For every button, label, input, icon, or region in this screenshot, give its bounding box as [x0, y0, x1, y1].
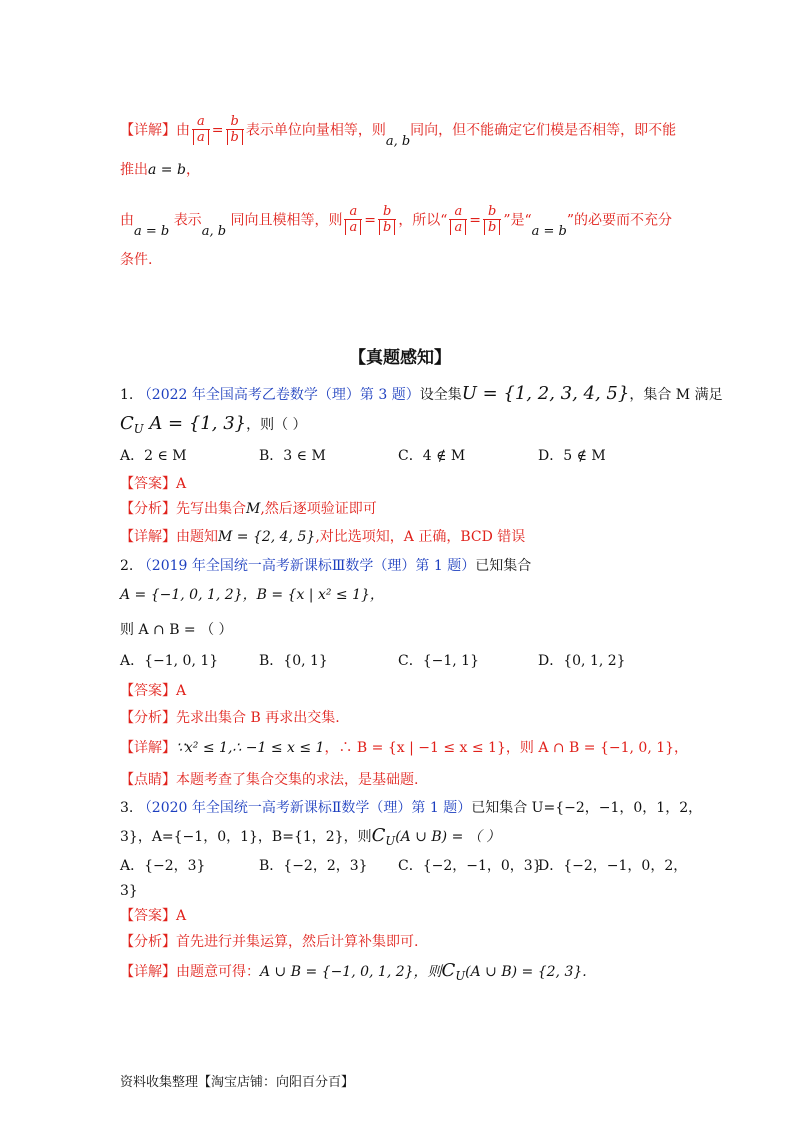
- text: 由: [120, 212, 134, 229]
- q1-stem-2: [120, 414, 307, 439]
- math-set-u: U = {1, 2, 3, 4, 5}: [461, 383, 630, 404]
- text: 表示单位向量相等，则: [245, 122, 386, 139]
- explain-line-4: [120, 250, 152, 270]
- comment-tag: 【点睛】: [120, 772, 176, 788]
- math-expr: ∵x² ≤ 1,∴ −1 ≤ x ≤ 1: [176, 740, 325, 756]
- explain-line-1: 【详解】由 $\frac{a}{a}$ = $\frac{b}{b}$ 表示单位向量相等，则a, b同向，但不能确定它们模是否相等，即不能: [120, 114, 677, 149]
- fraction: $\frac{a}{a}$: [192, 115, 210, 146]
- math-complement: C: [441, 960, 456, 981]
- math-sub: U: [133, 421, 144, 436]
- text: ，所以“: [398, 212, 448, 229]
- text: 先求出集合 B 再求出交集.: [176, 710, 340, 726]
- q1-analysis: [120, 499, 377, 519]
- text: ，则（ ）: [246, 417, 307, 433]
- detail-tag: 【详解】: [120, 122, 176, 139]
- math-eq: a = b: [148, 162, 186, 178]
- text: ”是“: [503, 212, 532, 229]
- answer-tag: 【答案】: [120, 908, 176, 924]
- q2-stem-2: A = {−1, 0, 1, 2}，B = {x | x² ≤ 1}，: [120, 587, 384, 603]
- fraction: $\frac{b}{b}$: [226, 115, 244, 146]
- text: 先写出集合: [176, 501, 246, 517]
- question-source: （2019 年全国统一高考新课标Ⅲ数学（理）第 1 题）: [137, 558, 476, 574]
- explain-line-2: [120, 160, 200, 180]
- answer-tag: 【答案】: [120, 683, 176, 699]
- text: 首先进行并集运算，然后计算补集即可.: [176, 934, 419, 950]
- math-expr: (A ∪ B) = {2, 3}.: [465, 964, 587, 980]
- fraction: $\frac{a}{a}$: [344, 205, 362, 236]
- text: 同向且模相等，则: [230, 212, 343, 229]
- fraction: $\frac{b}{b}$: [378, 205, 396, 236]
- fraction: $\frac{b}{b}$: [483, 205, 501, 236]
- section-title: 【真题感知】: [349, 348, 451, 368]
- text: ，∴ B = {x | −1 ≤ x ≤ 1}，则 A ∩ B = {−1, 0, 1}，: [324, 740, 689, 756]
- math-m: M: [246, 501, 261, 517]
- q2-option-d: D．{0, 1, 2}: [538, 653, 626, 669]
- q3-stem-2: [120, 826, 500, 851]
- math-eq: a = b: [531, 223, 567, 239]
- text: 本题考查了集合交集的求法，是基础题.: [176, 772, 419, 788]
- question-number: 2.: [120, 558, 134, 574]
- math-complement: C: [371, 825, 386, 846]
- answer-value: A: [176, 683, 187, 699]
- text: ”的必要而不充分: [566, 212, 673, 229]
- question-source: （2020 年全国统一高考新课标Ⅱ数学（理）第 1 题）: [137, 800, 472, 816]
- q2-option-a: A．{−1, 0, 1}: [120, 653, 219, 669]
- q2-stem: [120, 556, 531, 576]
- text: 3}，A={−1，0，1}，B={1，2}，则: [120, 829, 372, 845]
- q2-comment: [120, 770, 418, 790]
- q3-stem: [120, 798, 702, 818]
- text: 由题知: [176, 529, 218, 545]
- math-expr: (A ∪ B) = （ ）: [395, 829, 501, 845]
- q3-analysis: [120, 932, 418, 952]
- analysis-tag: 【分析】: [120, 501, 176, 517]
- math-sub: U: [455, 968, 466, 983]
- math-set: M = {2, 4, 5}: [218, 529, 316, 545]
- q1-stem: [120, 384, 723, 405]
- math-ab: a, b: [201, 223, 227, 239]
- q3-option-d: D．{−2，−1，0，2，: [538, 858, 688, 874]
- text: 推出: [120, 162, 148, 178]
- q3-option-d-wrap: 3}: [120, 883, 138, 899]
- q1-option-b: B．3 ∈ M: [259, 448, 326, 464]
- q3-answer: [120, 906, 186, 926]
- question-number: 3.: [120, 800, 134, 816]
- text: ，集合 M 满足: [629, 387, 723, 403]
- math-complement: C: [120, 413, 134, 434]
- q2-analysis: [120, 708, 340, 728]
- text: ，: [185, 162, 200, 178]
- answer-value: A: [176, 908, 187, 924]
- question-source: （2022 年全国高考乙卷数学（理）第 3 题）: [137, 387, 420, 403]
- text: 同向，但不能确定它们模是否相等，即不能: [410, 122, 677, 139]
- analysis-tag: 【分析】: [120, 934, 176, 950]
- question-number: 1.: [120, 387, 134, 403]
- text: 已知集合 U={−2，−1，0，1，2，: [471, 800, 703, 816]
- q1-option-c: C．4 ∉ M: [398, 448, 466, 464]
- q1-detail: [120, 527, 525, 547]
- explain-line-3: 由a = b 表示a, b 同向且模相等，则 $\frac{a}{a}$ = $\frac{b}{b}$ ，所以“ $\frac{a}{a}$ = $\frac{b}{b}$ ”是“a = b”的必要而不充分: [120, 204, 673, 239]
- q3-option-b: B．{−2，2，3}: [259, 858, 368, 874]
- text: 表示: [173, 212, 202, 229]
- answer-tag: 【答案】: [120, 476, 176, 492]
- q2-answer: [120, 681, 186, 701]
- text: 已知集合: [475, 558, 532, 574]
- math-sub: U: [385, 833, 396, 848]
- q2-detail: [120, 738, 688, 758]
- fraction: $\frac{a}{a}$: [449, 205, 467, 236]
- detail-tag: 【详解】: [120, 964, 176, 980]
- q1-option-d: D．5 ∉ M: [538, 448, 606, 464]
- text: ,对比选项知，A 正确，BCD 错误: [315, 529, 526, 545]
- q3-option-c: C．{−2，−1，0，3}: [398, 858, 542, 874]
- math-eq: a = b: [134, 223, 170, 239]
- text: 由: [176, 122, 190, 139]
- answer-value: A: [176, 476, 187, 492]
- math-expr: A = {1, 3}: [143, 413, 247, 434]
- math-expr: A ∪ B = {−1, 0, 1, 2}，则: [260, 964, 442, 980]
- q2-option-b: B．{0, 1}: [259, 653, 328, 669]
- text: 设全集: [419, 387, 462, 403]
- analysis-tag: 【分析】: [120, 710, 176, 726]
- q3-detail: [120, 961, 587, 986]
- text: 由题意可得：: [176, 964, 260, 980]
- q3-option-a: A．{−2，3}: [120, 858, 206, 874]
- text: 条件.: [120, 252, 153, 268]
- detail-tag: 【详解】: [120, 529, 176, 545]
- math-ab: a, b: [385, 133, 411, 149]
- q1-answer: [120, 474, 186, 494]
- q1-option-a: A．2 ∈ M: [120, 448, 187, 464]
- detail-tag: 【详解】: [120, 740, 176, 756]
- q2-option-c: C．{−1, 1}: [398, 653, 479, 669]
- q2-stem-3: 则 A ∩ B = （ ）: [120, 622, 233, 638]
- page-footer: 资料收集整理【淘宝店铺：向阳百分百】: [120, 1075, 355, 1090]
- text: ,然后逐项验证即可: [260, 501, 377, 517]
